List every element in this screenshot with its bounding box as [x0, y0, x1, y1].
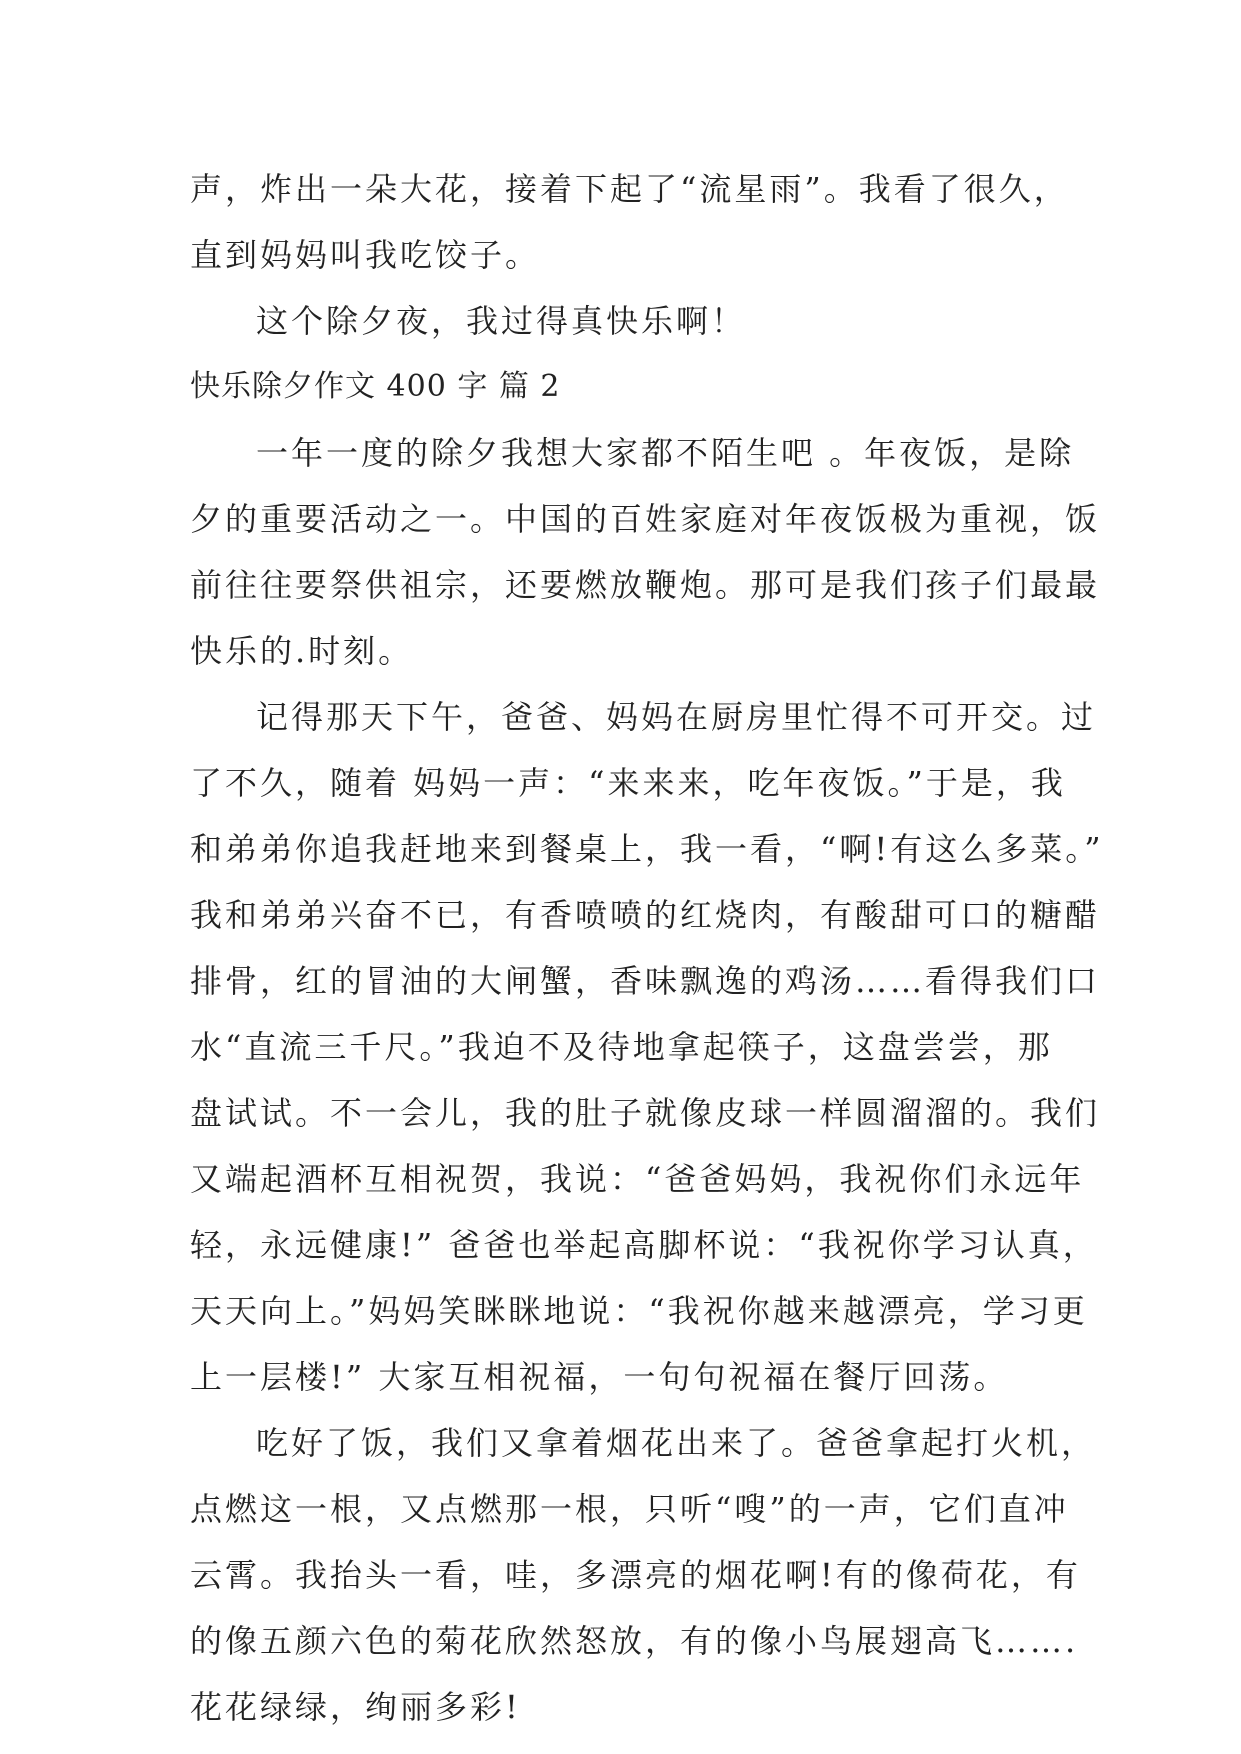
text-line: 花花绿绿，绚丽多彩! — [190, 1688, 521, 1726]
text-line: 和弟弟你追我赶地来到餐桌上，我一看，“啊!有这么多菜。” — [190, 830, 1104, 868]
text-line: 我和弟弟兴奋不已，有香喷喷的红烧肉，有酸甜可口的糖醋 — [190, 896, 1101, 934]
text-line: 这个除夕夜，我过得真快乐啊！ — [256, 302, 747, 340]
text-line: 轻，永远健康!” 爸爸也举起高脚杯说：“我祝你学习认真， — [190, 1226, 1098, 1264]
text-line: 点燃这一根，又点燃那一根，只听“嗖”的一声，它们直冲 — [190, 1490, 1069, 1528]
text-line: 快乐的.时刻。 — [190, 632, 414, 670]
text-line: 吃好了饭，我们又拿着烟花出来了。爸爸拿起打火机， — [256, 1424, 1097, 1462]
text-line: 前往往要祭供祖宗，还要燃放鞭炮。那可是我们孩子们最最 — [190, 566, 1101, 604]
text-line: 了不久，随着 妈妈一声：“来来来，吃年夜饭。”于是，我 — [190, 764, 1066, 802]
text-line: 盘试试。不一会儿，我的肚子就像皮球一样圆溜溜的。我们 — [190, 1094, 1101, 1132]
text-line: 一年一度的除夕我想大家都不陌生吧 。年夜饭，是除 — [256, 434, 1075, 472]
document-body — [190, 156, 1104, 1740]
text-line: 上一层楼!” 大家互相祝福，一句句祝福在餐厅回荡。 — [190, 1358, 1009, 1396]
text-line: 水“直流三千尺。”我迫不及待地拿起筷子，这盘尝尝，那 — [190, 1028, 1053, 1066]
text-line: 记得那天下午，爸爸、妈妈在厨房里忙得不可开交。过 — [256, 698, 1097, 736]
text-line: 又端起酒杯互相祝贺，我说：“爸爸妈妈，我祝你们永远年 — [190, 1160, 1085, 1198]
text-line: 声，炸出一朵大花，接着下起了“流星雨”。我看了很久， — [190, 170, 1069, 208]
text-line: 天天向上。”妈妈笑眯眯地说：“我祝你越来越漂亮，学习更 — [190, 1292, 1088, 1330]
text-line: 排骨，红的冒油的大闸蟹，香味飘逸的鸡汤……看得我们口 — [190, 962, 1101, 1000]
section-heading: 快乐除夕作文 400 字 篇 2 — [190, 369, 561, 404]
text-line: 云霄。我抬头一看，哇，多漂亮的烟花啊!有的像荷花，有 — [190, 1556, 1081, 1594]
text-line: 的像五颜六色的菊花欣然怒放，有的像小鸟展翅高飞……. — [190, 1622, 1079, 1660]
text-line: 夕的重要活动之一。中国的百姓家庭对年夜饭极为重视，饭 — [190, 500, 1101, 538]
text-line: 直到妈妈叫我吃饺子。 — [190, 236, 541, 274]
